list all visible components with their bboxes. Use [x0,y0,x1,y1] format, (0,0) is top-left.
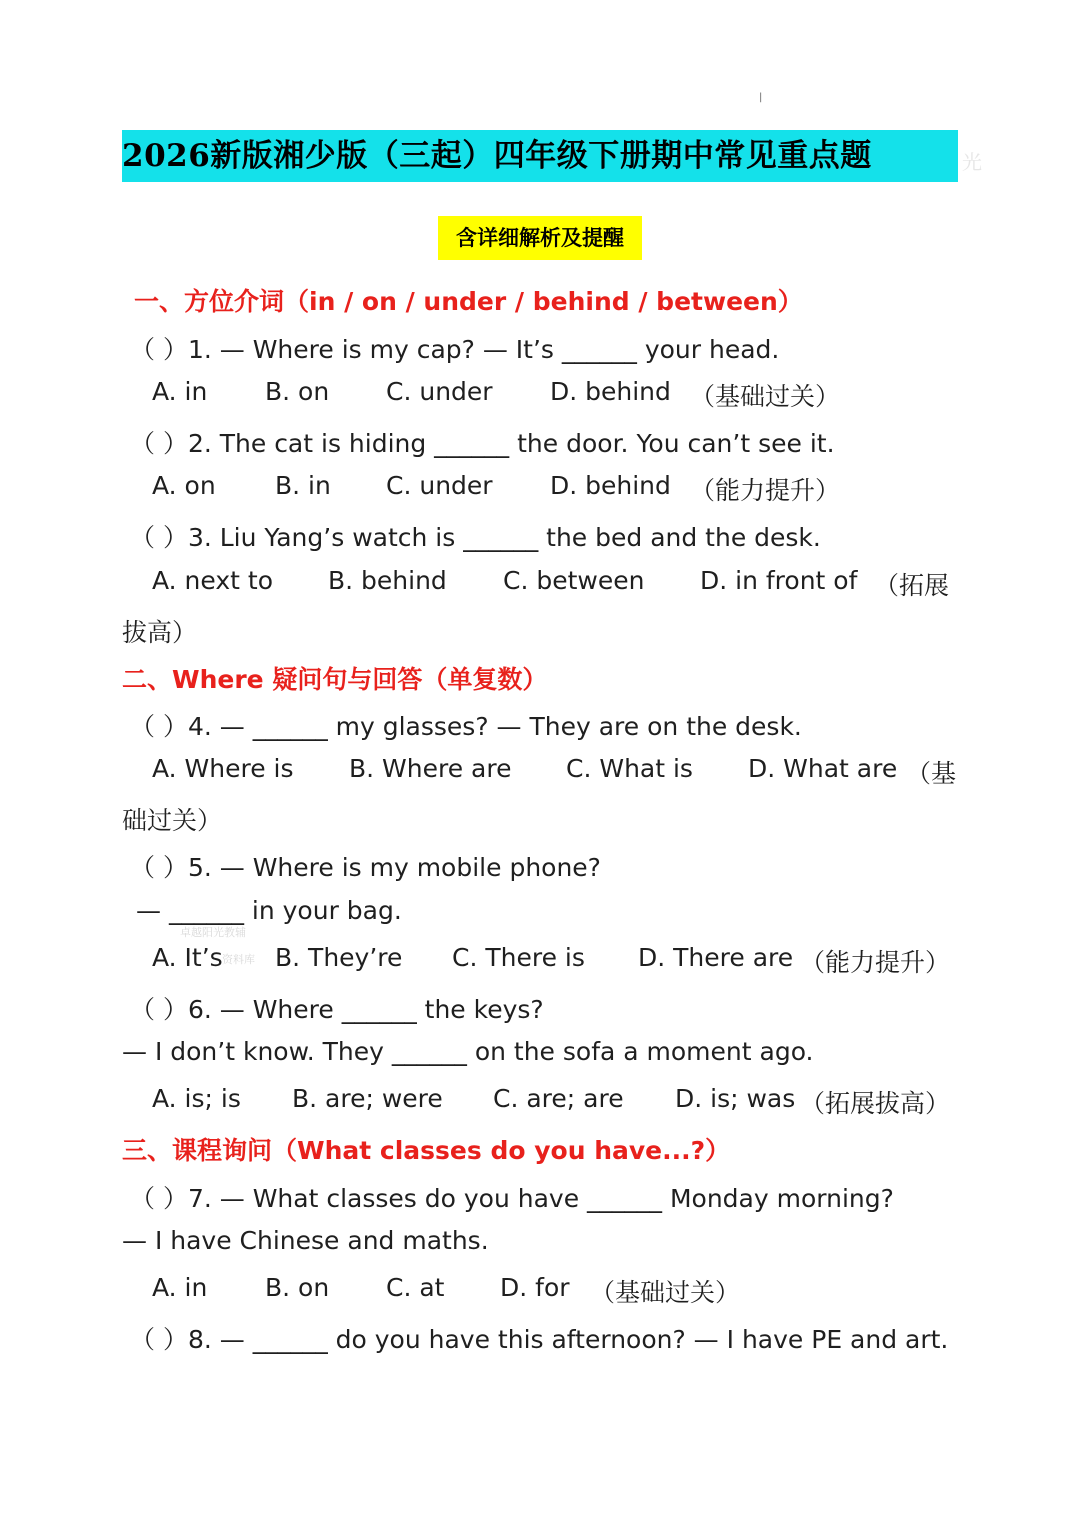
question-6-option-b: B. are; were [292,1084,443,1113]
question-4-option-b: B. Where are [349,754,512,783]
question-7-option-d: D. for [500,1273,570,1302]
question-1-option-b: B. on [265,377,330,406]
question-1-option-d: D. behind [550,377,671,406]
question-5-option-a: A. It’s [152,943,223,972]
question-5-option-b: B. They’re [275,943,403,972]
question-2-option-c: C. under [386,471,493,500]
question-6-option-c: C. are; are [493,1084,624,1113]
page-title: 2026新版湘少版（三起）四年级下册期中常见重点题 [122,130,958,182]
question-6-option-a: A. is; is [152,1084,241,1113]
question-4-option-d: D. What are [748,754,898,783]
title-overflow-char: 光 [962,150,982,174]
question-3-stem: （ ）3. Liu Yang’s watch is ______ the bed and the desk. [130,523,821,552]
section-heading-1: 一、方位介词（in / on / under / behind / between） [134,287,803,316]
question-7-option-c: C. at [386,1273,445,1302]
question-7-option-b: B. on [265,1273,330,1302]
question-5-option-c: C. There is [452,943,585,972]
question-3-option-a: A. next to [152,566,273,595]
question-3-level-start: （拓展 [874,571,950,600]
question-7-level: （基础过关） [590,1278,741,1307]
question-4-level-start: （基 [906,759,957,788]
section-heading-3: 三、课程询问（What classes do you have...?） [122,1136,731,1165]
question-6-level: （拓展拔高） [800,1089,951,1118]
question-1-stem: （ ）1. — Where is my cap? — It’s ______ your head. [130,335,780,364]
question-2-level: （能力提升） [690,476,841,505]
question-5-answer: — ______ in your bag. [136,896,402,925]
question-3-level-end: 拔高） [122,618,198,647]
question-4-stem: （ ）4. — ______ my glasses? — They are on the desk. [130,712,802,741]
question-2-option-a: A. on [152,471,216,500]
question-5-stem: （ ）5. — Where is my mobile phone? [130,853,601,882]
question-3-option-d: D. in front of [700,566,858,595]
question-7-answer: — I have Chinese and maths. [122,1226,489,1255]
question-2-option-d: D. behind [550,471,671,500]
question-4-option-c: C. What is [566,754,693,783]
question-2-stem: （ ）2. The cat is hiding ______ the door. You can’t see it. [130,429,835,458]
question-5-option-d: D. There are [638,943,794,972]
question-4-level-end: 础过关） [122,806,223,835]
margin-tick: | [759,92,763,103]
question-3-option-c: C. between [503,566,645,595]
section-heading-2: 二、Where 疑问句与回答（单复数） [122,665,548,694]
subtitle: 含详细解析及提醒 [438,216,642,260]
question-1-option-c: C. under [386,377,493,406]
question-2-option-b: B. in [275,471,331,500]
question-8-stem: （ ）8. — ______ do you have this afternoon? — I have PE and art. [130,1325,949,1354]
question-6-answer: — I don’t know. They ______ on the sofa a moment ago. [122,1037,814,1066]
watermark-line-1: 卓越阳光教辅 [180,926,246,939]
question-5-level: （能力提升） [800,948,951,977]
question-7-stem: （ ）7. — What classes do you have ______ Monday morning? [130,1184,894,1213]
watermark-line-2: 资料库 [222,953,255,966]
question-6-stem: （ ）6. — Where ______ the keys? [130,995,544,1024]
question-6-option-d: D. is; was [675,1084,796,1113]
question-1-option-a: A. in [152,377,208,406]
question-1-level: （基础过关） [690,382,841,411]
question-7-option-a: A. in [152,1273,208,1302]
question-3-option-b: B. behind [328,566,447,595]
question-4-option-a: A. Where is [152,754,294,783]
